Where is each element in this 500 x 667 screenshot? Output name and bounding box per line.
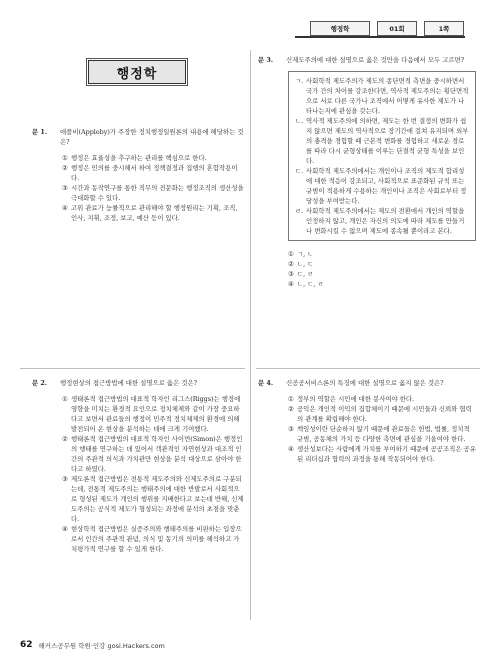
round-label: 01회 [389, 25, 405, 33]
option-mark: ④ [288, 445, 294, 453]
option-text: 제도론적 접근방법은 전통적 제도주의와 신제도주의로 구분되는데, 전통적 제도주의는 행태주의에 대한 반발로서 사회적으로 형성된 제도가 개인의 행위를 지배한다고 보는데 반해, 신제도주의는 공식적 제도가 형성되는 과정에 분석의 초점을 맞춘다. [71, 475, 244, 523]
question-2 [32, 378, 244, 554]
statement-text: 역사적 제도주의에 의하면, 제도는 한 번 결정의 변화가 쉽지 않으면 제도의 역사적으로 장기간에 걸쳐 유지되며 외부의 충격을 경험할 때 근본적 변화를 경험하고 새로운 경로를 따라 다시 균형상태를 이루는 단절적 균형 특성을 보인다. [306, 117, 469, 165]
option-text: ㄴ, ㄷ [297, 260, 314, 268]
option[interactable] [288, 424, 476, 444]
round-tab [377, 21, 417, 36]
option-text: 시간과 동작연구를 통한 직무의 전문화는 행정조직의 생산성을 극대화할 수 있다. [71, 184, 244, 202]
option[interactable] [62, 183, 244, 203]
page-number: 62 [20, 640, 33, 650]
option-text: 생산성보다는 사람에게 가치를 부여하기 때문에 공공조직은 공유된 리더십과 협력의 과정을 통해 작동되어야 한다. [297, 445, 476, 463]
option[interactable] [62, 163, 244, 183]
option[interactable] [288, 444, 476, 464]
option-text: 책임성이란 단순하지 않기 때문에 관료들은 헌법, 법률, 정치적 규범, 공동체의 가치 등 다양한 측면에 관심을 기울여야 한다. [297, 425, 470, 443]
option[interactable] [62, 394, 244, 434]
footer-text: 해커스공무원 학원·인강 gosi.Hackers.com [38, 641, 165, 650]
level-tab [424, 21, 464, 36]
option-mark: ① [62, 395, 68, 403]
statement-text: 사회학적 제도주의에서는 제도의 전환에서 개인의 역할을 인정하지 않고, 개인은 자신의 의도에 따라 제도를 만들거나 변화시킬 수 없으며 제도에 종속될 뿐이라고 본다. [306, 207, 465, 235]
option[interactable] [288, 249, 476, 259]
column-divider [250, 50, 251, 620]
statement [295, 206, 469, 236]
option-text: 행태론적 접근방법의 대표적 학자인 사이먼(Simon)은 행정인의 행태를 연구하는 데 있어서 객관적인 자연현상과 대조적 인간의 주관적 의식과 가치관만 현상을 분석 대상으로 삼아야 한다고 하였다. [71, 435, 243, 473]
option-mark: ① [288, 395, 294, 403]
option[interactable] [288, 404, 476, 424]
option[interactable] [288, 269, 476, 279]
option-text: 고위 관료가 능률적으로 관리해야 할 행정원리는 기획, 조직, 인사, 지휘, 조정, 보고, 예산 등이 있다. [71, 204, 238, 222]
option-mark: ② [62, 435, 68, 443]
statement-text: 사회학적 제도주의가 제도의 종단면적 측면을 중시하면서 국가 간의 차이를 강조한다면, 역사적 제도주의는 횡단면적으로 서로 다른 국가나 조직에서 어떻게 유사한 제도가 나타나는지에 관심을 갖는다. [306, 77, 469, 115]
option[interactable] [62, 203, 244, 223]
statement-mark: ㄹ. [295, 207, 304, 215]
option-text: 정부의 역할은 시민에 대한 봉사여야 한다. [297, 395, 415, 403]
statement-mark: ㄷ. [295, 167, 304, 175]
option-mark: ③ [288, 270, 294, 278]
question-text: 신제도주의에 대한 설명으로 옳은 것만을 다음에서 모두 고르면? [286, 56, 465, 64]
option-text: 생태론적 접근방법의 대표적 학자인 리그스(Riggs)는 행정에 영향을 미치는 환경적 요인으로 정치체제와 같이 가장 중요하다고 보면서 관료들의 행정이 민주적 정치체제의 환경에 의해 발전되어 온 현상을 분석하는 데에 크게 기여했다. [71, 395, 241, 433]
subject-label: 행정학 [330, 25, 350, 33]
option[interactable] [288, 279, 476, 289]
option[interactable] [62, 153, 244, 163]
question-number: 문 1. [32, 128, 48, 136]
question-text: 애플비(Appleby)가 주장한 정치행정일원론의 내용에 해당하는 것은? [60, 128, 244, 146]
option-mark: ② [288, 405, 294, 413]
page-title: 행정학 [88, 60, 186, 84]
option-mark: ② [288, 260, 294, 268]
option[interactable] [288, 394, 476, 404]
option-mark: ④ [62, 525, 68, 533]
option-mark: ④ [62, 204, 68, 212]
option-mark: ① [288, 250, 294, 258]
statement [295, 166, 469, 206]
option[interactable] [62, 434, 244, 474]
option[interactable] [288, 259, 476, 269]
statement-box [288, 71, 476, 241]
option-text: 현상학적 접근방법은 실증주의와 행태주의를 비판하는 입장으로서 인간의 주관적 관념, 의식 및 동기의 의미를 해석하고 가치평가적 연구를 할 수 있게 한다. [71, 525, 242, 553]
left-separator [20, 368, 245, 369]
option-text: 공익은 개인적 이익의 집합체이기 때문에 시민들과 신뢰와 협력의 관계를 확립해야 한다. [297, 405, 472, 423]
option-text: ㄴ, ㄷ, ㄹ [297, 280, 324, 288]
question-4 [258, 378, 476, 464]
statement [295, 76, 469, 116]
statement-text: 사회학적 제도주의에서는 개인이나 조직의 제도적 합리성에 대한 적응이 강조되고, 사회적으로 표준화된 규칙 또는 규범이 적용하게 수용하는 개인이나 조직은 사회로부터 정당성을 부여받는다. [306, 167, 467, 205]
statement-mark: ㄱ. [295, 77, 304, 85]
option[interactable] [62, 474, 244, 524]
option-text: 행정은 민의를 중시해서 하여 정책결정과 집행의 혼합작용이다. [71, 164, 238, 182]
question-text: 행정현상의 접근방법에 대한 설명으로 옳은 것은? [60, 379, 198, 387]
right-separator [256, 368, 480, 369]
question-number: 문 2. [32, 379, 48, 387]
option-mark: ① [62, 154, 68, 162]
subject-tab [310, 21, 370, 36]
question-number: 문 4. [258, 379, 274, 387]
page-footer [20, 640, 165, 650]
question-number: 문 3. [258, 56, 274, 64]
level-label: 1쪽 [438, 25, 450, 33]
option-mark: ③ [62, 475, 68, 483]
statement-mark: ㄴ. [295, 117, 304, 125]
question-text: 신공공서비스론의 특징에 대한 설명으로 옳지 않은 것은? [286, 379, 444, 387]
option-text: ㄷ, ㄹ [297, 270, 314, 278]
option-mark: ③ [288, 425, 294, 433]
header-rule [295, 36, 465, 38]
option-text: ㄱ, ㄴ [297, 250, 314, 258]
statement [295, 116, 469, 166]
option-text: 행정은 효율성을 추구하는 관리를 핵심으로 한다. [71, 154, 207, 162]
option-mark: ② [62, 164, 68, 172]
option-mark: ④ [288, 280, 294, 288]
question-3 [258, 55, 476, 289]
option-mark: ③ [62, 184, 68, 192]
option[interactable] [62, 524, 244, 554]
question-1 [32, 127, 244, 223]
